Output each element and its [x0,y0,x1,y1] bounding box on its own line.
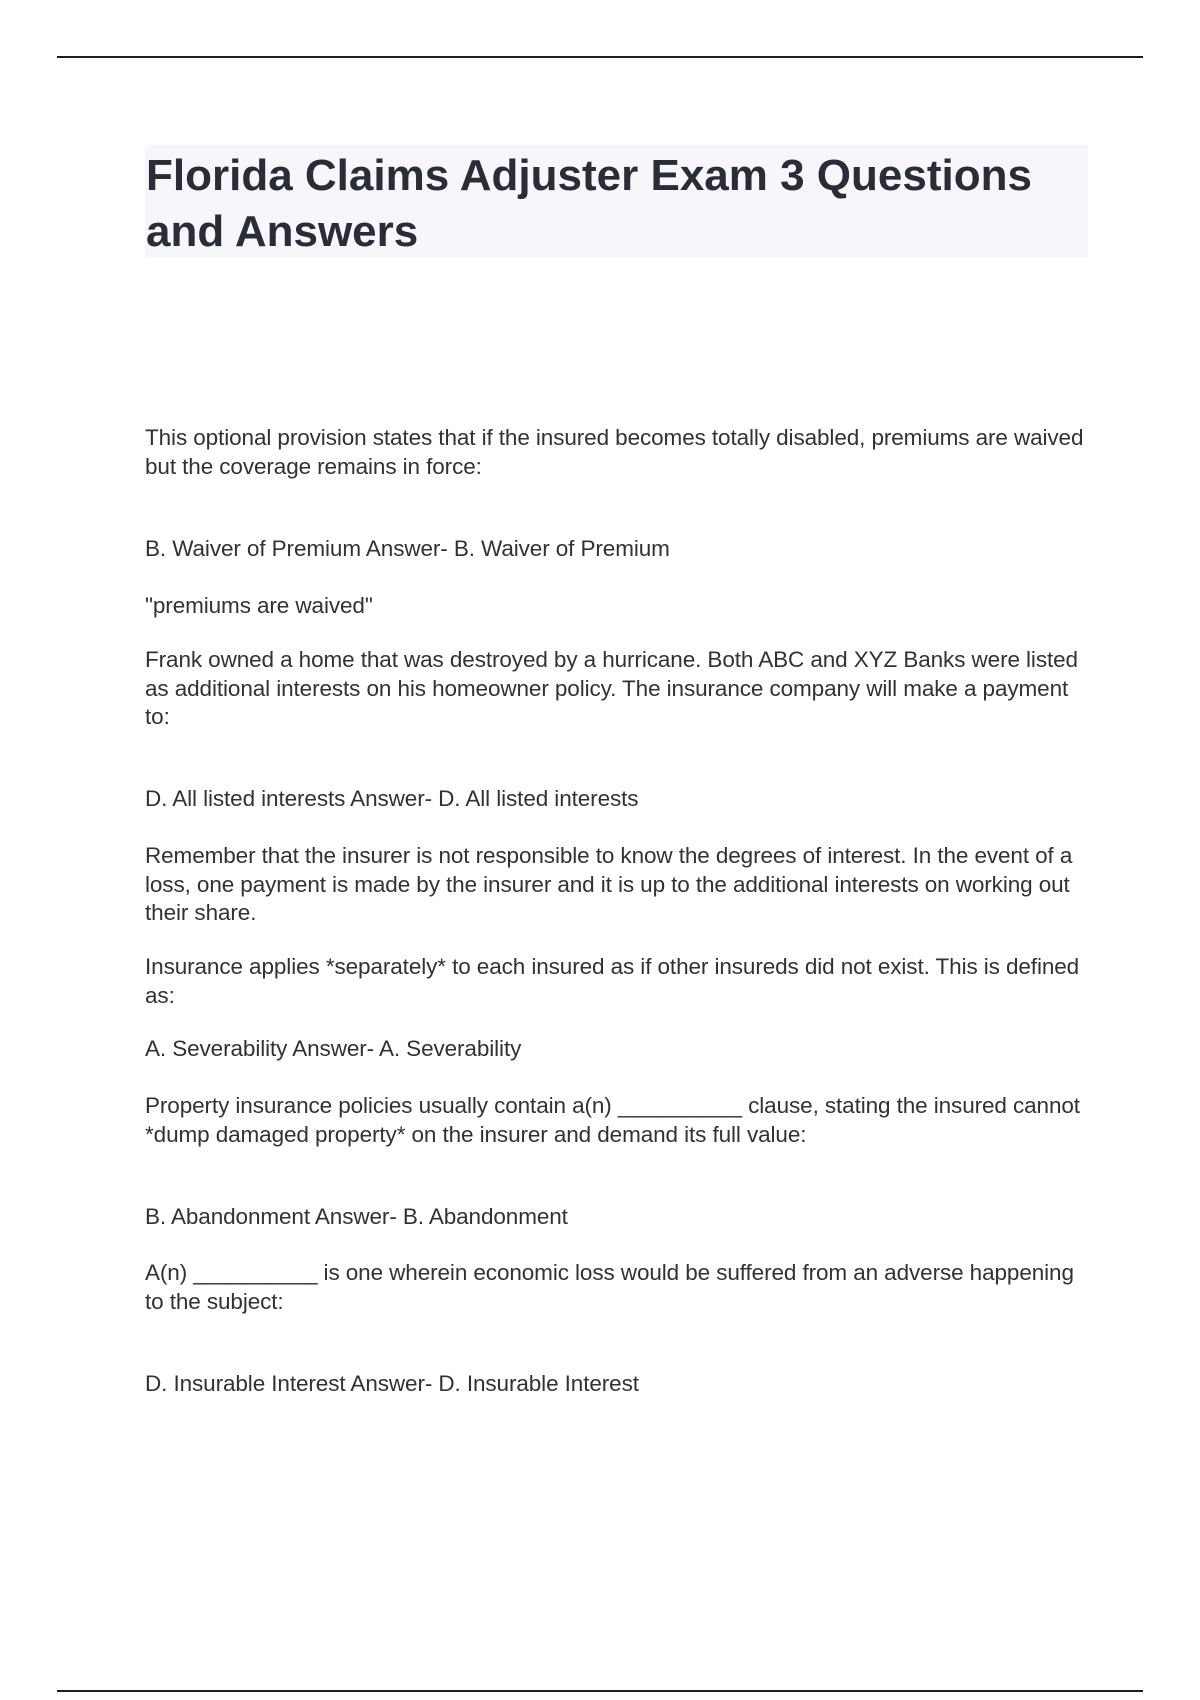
header-rule [57,56,1143,58]
question-5: A(n) __________ is one wherein economic loss would be suffered from an adverse happening to the subject: [145,1260,1074,1314]
question-2: Frank owned a home that was destroyed by a hurricane. Both ABC and XYZ Banks were listed as additional interests on his homeowner policy. The insurance company will make a payment to: [145,647,1078,729]
question-3: Insurance applies *separately* to each insured as if other insureds did not exist. This is defined as: [145,954,1080,1008]
answer-2: D. All listed interests Answer- D. All listed interests [145,786,639,811]
explanation-2: Remember that the insurer is not responsible to know the degrees of interest. In the event of a loss, one payment is made by the insurer and it is up to the additional interests on working out their share. [145,843,1073,925]
footer-rule [57,1690,1143,1692]
explanation-1: "premiums are waived" [145,593,373,618]
answer-3: A. Severability Answer- A. Severability [145,1036,522,1061]
document-title: Florida Claims Adjuster Exam 3 Questions and Answers [146,151,1032,256]
question-1: This optional provision states that if the insured becomes totally disabled, premiums are waived but the coverage remains in force: [145,425,1084,479]
answer-1: B. Waiver of Premium Answer- B. Waiver of Premium [145,536,670,561]
answer-5: D. Insurable Interest Answer- D. Insurable Interest [145,1371,639,1396]
answer-4: B. Abandonment Answer- B. Abandonment [145,1204,568,1229]
question-4: Property insurance policies usually contain a(n) __________ clause, stating the insured cannot *dump damaged property* on the insurer and demand its full value: [145,1093,1080,1147]
